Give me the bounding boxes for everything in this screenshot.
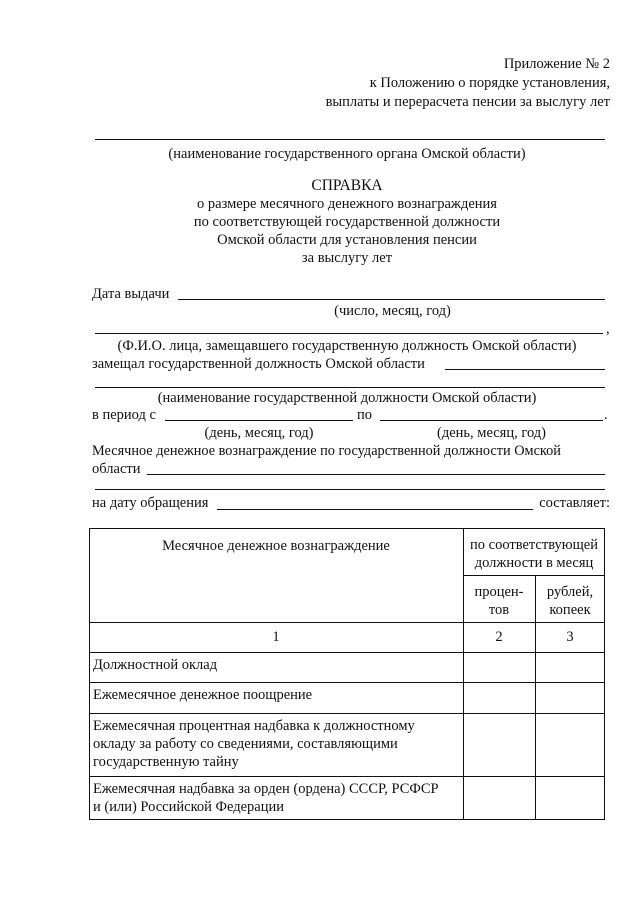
period-to-field[interactable]: [380, 420, 603, 421]
appendix-number: Приложение № 2: [503, 56, 610, 72]
salary-field-continued[interactable]: [95, 489, 605, 490]
table-row: [89, 652, 463, 682]
column-number-3: 3: [566, 629, 574, 645]
table-row: [89, 713, 463, 776]
row-3-rubles-cell[interactable]: [535, 713, 605, 776]
period-from-label: в период с: [92, 407, 156, 423]
period-from-field[interactable]: [165, 420, 353, 421]
organ-caption: (наименование государственного органа Омской области): [168, 146, 526, 162]
fio-caption: (Ф.И.О. лица, замещавшего государственную должность Омской области): [117, 338, 577, 354]
header-group-line-2: должности в месяц: [474, 555, 594, 571]
salary-line-1: Месячное денежное вознаграждение по государственной должности Омской: [92, 443, 561, 459]
row-2-percent-cell[interactable]: [463, 682, 535, 713]
row-label-line-2: окладу за работу со сведениями, составляющими: [93, 736, 398, 752]
issue-date-caption: (число, месяц, год): [334, 303, 451, 319]
header-percent-line-1: процен-: [474, 584, 524, 600]
fio-comma: ,: [606, 321, 610, 337]
header-rubles-line-2: копеек: [549, 602, 591, 618]
salary-line-2: области: [92, 461, 141, 477]
row-1-percent-cell[interactable]: [463, 652, 535, 682]
row-label-line-2: и (или) Российской Федерации: [93, 799, 284, 815]
title-line-1: о размере месячного денежного вознаграждения: [197, 196, 497, 212]
period-end-dot: .: [604, 407, 608, 423]
to-caption: (день, месяц, год): [437, 425, 546, 441]
appendix-line-2: к Положению о порядке установления,: [369, 75, 610, 91]
issue-date-label: Дата выдачи: [92, 286, 170, 302]
organ-name-line[interactable]: [95, 139, 605, 140]
fio-field[interactable]: [95, 333, 603, 334]
title-line-2: по соответствующей государственной должности: [193, 214, 501, 230]
header-main: Месячное денежное вознаграждение: [162, 538, 390, 554]
header-group-line-1: по соответствующей: [470, 537, 598, 553]
row-label: Ежемесячное денежное поощрение: [93, 687, 313, 703]
header-rubles-line-1: рублей,: [546, 584, 594, 600]
position-field[interactable]: [445, 369, 605, 370]
period-to-label: по: [357, 407, 373, 423]
table-row: [89, 682, 463, 713]
position-field-continued[interactable]: [95, 387, 605, 388]
from-caption: (день, месяц, год): [204, 425, 314, 441]
row-label-line-1: Ежемесячная надбавка за орден (ордена) СССР, РСФСР: [93, 781, 439, 797]
position-caption: (наименование государственной должности Омской области): [157, 390, 537, 406]
position-label: замещал государственной должность Омской области: [92, 356, 425, 372]
column-number-1: 1: [272, 629, 280, 645]
row-2-rubles-cell[interactable]: [535, 682, 605, 713]
row-1-rubles-cell[interactable]: [535, 652, 605, 682]
document-title: СПРАВКА: [311, 177, 383, 194]
table-row: [89, 776, 463, 820]
title-line-3: Омской области для установления пенсии: [217, 232, 477, 248]
on-date-field[interactable]: [217, 509, 533, 510]
on-date-label: на дату обращения: [92, 495, 209, 511]
amounts-label: составляет:: [539, 495, 610, 511]
row-label: Должностной оклад: [93, 657, 218, 673]
row-4-percent-cell[interactable]: [463, 776, 535, 820]
appendix-line-3: выплаты и перерасчета пенсии за выслугу лет: [325, 94, 610, 110]
title-line-4: за выслугу лет: [301, 250, 393, 266]
salary-field[interactable]: [147, 474, 605, 475]
row-label-line-1: Ежемесячная процентная надбавка к должностному: [93, 718, 415, 734]
row-4-rubles-cell[interactable]: [535, 776, 605, 820]
issue-date-field[interactable]: [178, 299, 605, 300]
column-number-2: 2: [495, 629, 503, 645]
header-percent-line-2: тов: [488, 602, 510, 618]
row-3-percent-cell[interactable]: [463, 713, 535, 776]
salary-table: [89, 528, 605, 820]
row-label-line-3: государственную тайну: [93, 754, 239, 770]
